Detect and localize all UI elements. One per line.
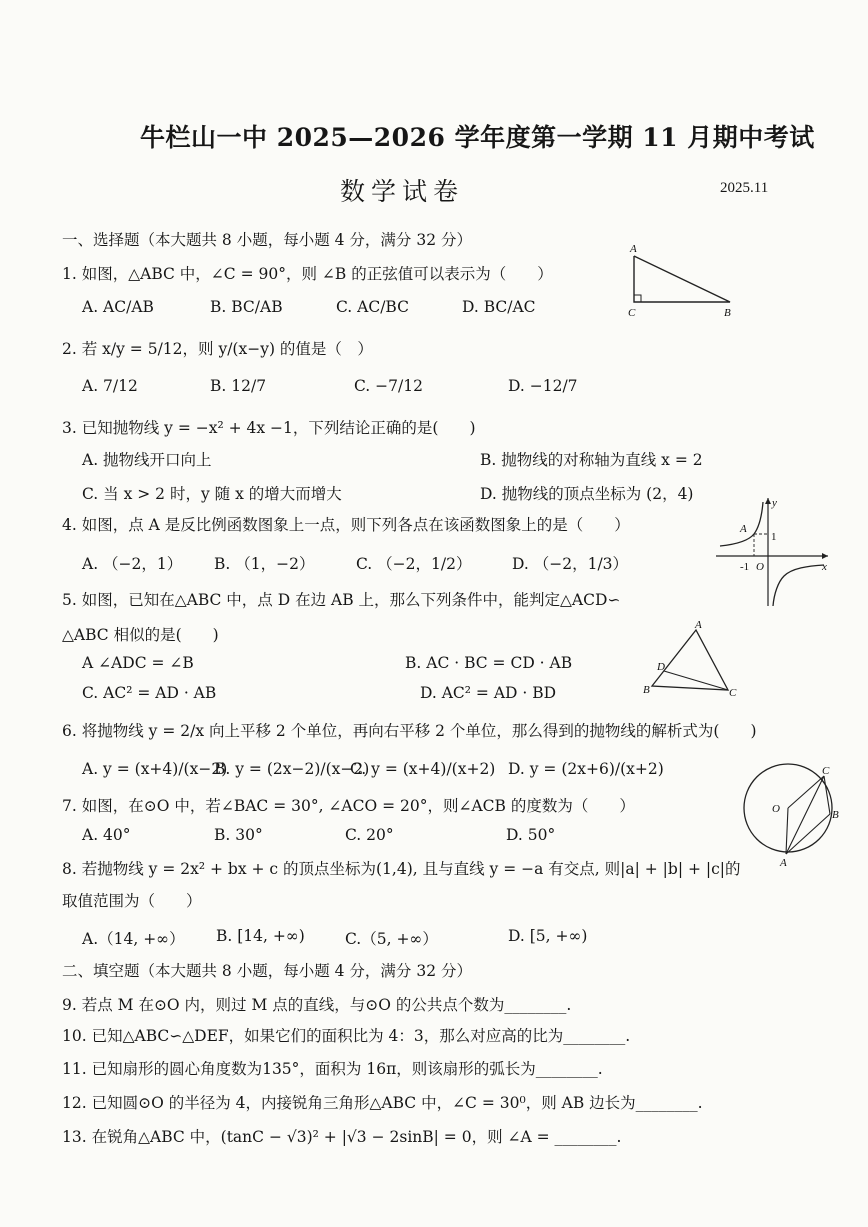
question-6-option-b: B. y = (2x−2)/(x−2) (214, 760, 370, 778)
figure-q4-hyperbola (712, 494, 834, 609)
question-7-stem: 7. 如图，在⊙O 中，若∠BAC = 30°, ∠ACO = 20°，则∠ACB 的度数为（ ） (62, 797, 635, 815)
question-6-option-c: C. y = (x+4)/(x+2) (350, 760, 496, 778)
question-11: 11. 已知扇形的圆心角度数为135°，面积为 16π，则该扇形的弧长为________. (62, 1060, 603, 1078)
question-2-option-d: D. −12/7 (508, 377, 578, 395)
figure-q5-label-a: A (695, 619, 702, 631)
section-2-heading: 二、填空题（本大题共 8 小题，每小题 4 分，满分 32 分） (62, 962, 473, 980)
question-8-option-a: A.（14, +∞） (82, 930, 185, 948)
figure-q5-label-b: B (643, 684, 650, 696)
figure-q5-label-d: D (657, 661, 665, 673)
figure-q7-label-c: C (822, 765, 830, 777)
question-7-option-d: D. 50° (506, 826, 556, 844)
question-4-option-b: B. （1，−2） (214, 555, 315, 573)
section-1-heading: 一、选择题（本大题共 8 小题，每小题 4 分，满分 32 分） (62, 231, 473, 249)
question-2-option-c: C. −7/12 (354, 377, 423, 395)
question-3-option-c: C. 当 x > 2 时，y 随 x 的增大而增大 (82, 485, 342, 503)
question-4-option-d: D. （−2，1/3） (512, 555, 629, 573)
figure-q4-label-origin: O (756, 561, 764, 573)
question-4-option-a: A. （−2，1） (82, 555, 183, 573)
question-7-option-c: C. 20° (345, 826, 394, 844)
exam-title: 牛栏山一中 2025—2026 学年度第一学期 11 月期中考试 (140, 123, 815, 152)
question-2-stem: 2. 若 x/y = 5/12，则 y/(x−y) 的值是（ ） (62, 340, 373, 358)
question-3-option-b: B. 抛物线的对称轴为直线 x = 2 (480, 451, 703, 469)
question-5-option-b: B. AC · BC = CD · AB (405, 654, 573, 672)
question-8-option-b: B. [14, +∞) (216, 927, 305, 945)
figure-q4-label-one: 1 (771, 531, 777, 543)
question-5-option-c: C. AC² = AD · AB (82, 684, 217, 702)
figure-q7-circle (736, 762, 846, 872)
figure-q5-triangle (640, 618, 740, 698)
question-5-option-a: A ∠ADC = ∠B (82, 654, 194, 672)
question-8-option-d: D. [5, +∞) (508, 927, 588, 945)
question-10: 10. 已知△ABC∽△DEF，如果它们的面积比为 4：3，那么对应高的比为________. (62, 1027, 631, 1045)
question-4-stem: 4. 如图，点 A 是反比例函数图象上一点，则下列各点在该函数图象上的是（ ） (62, 516, 630, 534)
exam-date: 2025.11 (720, 180, 769, 196)
figure-q5-label-c: C (729, 687, 737, 698)
question-9: 9. 若点 M 在⊙O 内，则过 M 点的直线，与⊙O 的公共点个数为________. (62, 996, 572, 1014)
question-8-stem-continued: 取值范围为（ ） (62, 892, 202, 910)
question-2-option-a: A. 7/12 (82, 377, 138, 395)
question-1-option-d: D. BC/AC (462, 298, 536, 316)
question-2-option-b: B. 12/7 (210, 377, 267, 395)
question-3-option-d: D. 抛物线的顶点坐标为 (2，4) (480, 485, 694, 503)
question-6-stem: 6. 将抛物线 y = 2/x 向上平移 2 个单位，再向右平移 2 个单位，那么得到的抛物线的解析式为( ) (62, 722, 757, 740)
figure-q7-label-o: O (772, 803, 780, 815)
figure-q1-label-c: C (628, 307, 636, 319)
question-8-option-c: C.（5, +∞） (345, 930, 438, 948)
question-1-option-b: B. BC/AB (210, 298, 283, 316)
question-1-option-c: C. AC/BC (336, 298, 409, 316)
figure-q7-label-a: A (780, 857, 787, 869)
question-4-option-c: C. （−2，1/2） (356, 555, 472, 573)
figure-q1-right-triangle (620, 240, 745, 320)
figure-q4-label-y: y (772, 497, 777, 509)
figure-q4-label-neg-one: -1 (740, 561, 750, 573)
question-6-option-d: D. y = (2x+6)/(x+2) (508, 760, 664, 778)
figure-q4-label-x: x (822, 561, 827, 573)
question-5-stem: 5. 如图，已知在△ABC 中，点 D 在边 AB 上，那么下列条件中，能判定△ACD∽ (62, 591, 621, 609)
figure-q7-label-b: B (832, 809, 839, 821)
subject-title: 数学试卷 (340, 177, 465, 206)
figure-q1-label-a: A (630, 243, 637, 255)
question-5-stem-continued: △ABC 相似的是( ) (62, 626, 219, 644)
figure-q1-label-b: B (724, 307, 731, 319)
question-5-option-d: D. AC² = AD · BD (420, 684, 557, 702)
question-3-stem: 3. 已知抛物线 y = −x² + 4x −1，下列结论正确的是( ) (62, 419, 476, 437)
question-12: 12. 已知圆⊙O 的半径为 4，内接锐角三角形△ABC 中，∠C = 30⁰，则 AB 边长为________. (62, 1094, 703, 1112)
question-1-stem: 1. 如图，△ABC 中，∠C = 90°，则 ∠B 的正弦值可以表示为（ ） (62, 265, 553, 283)
question-7-option-a: A. 40° (82, 826, 131, 844)
question-13: 13. 在锐角△ABC 中，(tanC − √3)² + |√3 − 2sinB| = 0，则 ∠A = ________. (62, 1128, 622, 1146)
question-3-option-a: A. 抛物线开口向上 (82, 451, 212, 469)
question-1-option-a: A. AC/AB (82, 298, 154, 316)
question-7-option-b: B. 30° (214, 826, 263, 844)
question-8-stem: 8. 若抛物线 y = 2x² + bx + c 的顶点坐标为(1,4), 且与直线 y = −a 有交点, 则|a| + |b| + |c|的 (62, 860, 741, 878)
figure-q4-label-a: A (740, 523, 747, 535)
question-6-option-a: A. y = (x+4)/(x−2) (82, 760, 228, 778)
